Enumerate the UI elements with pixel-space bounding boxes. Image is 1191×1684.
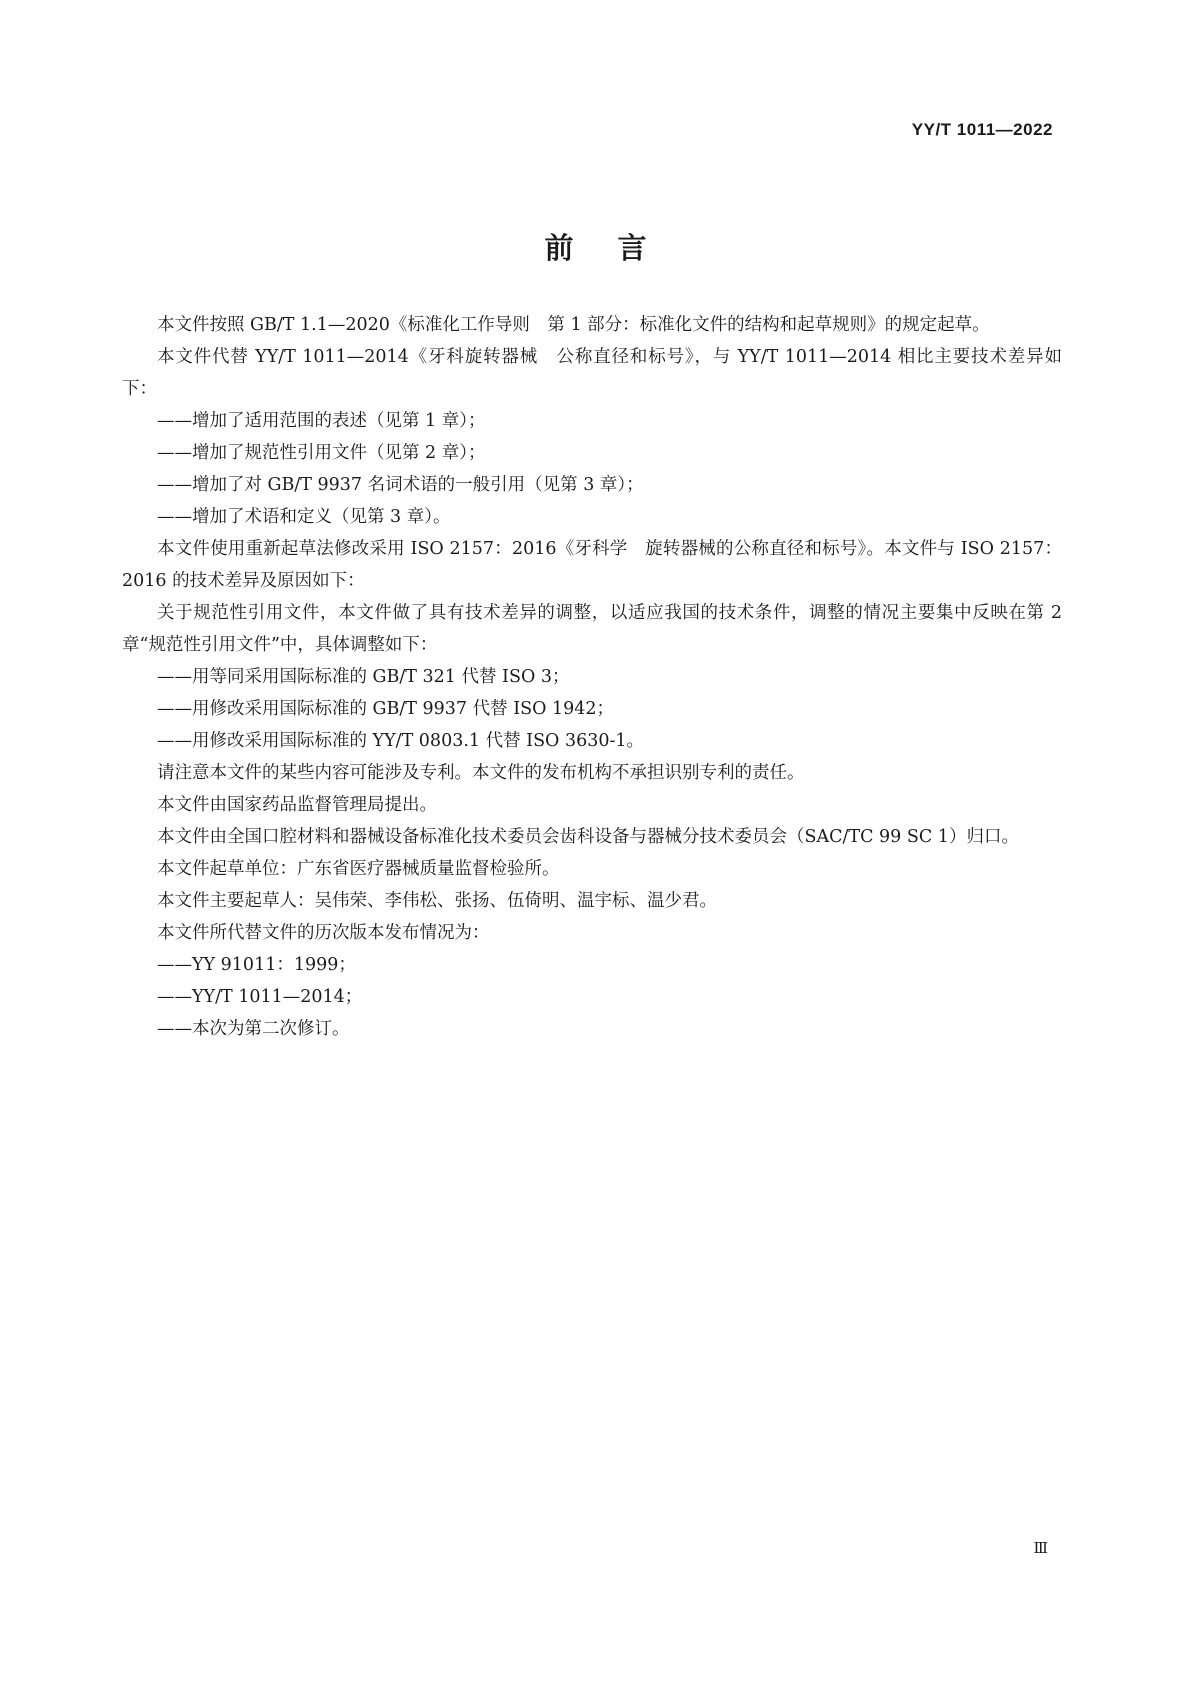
list-item: ——用修改采用国际标准的 YY/T 0803.1 代替 ISO 3630-1。 [157,731,645,751]
foreword-body [122,309,1062,1045]
list-item: ——增加了术语和定义（见第 3 章）。 [157,507,451,527]
list-item: ——YY/T 1011—2014； [157,987,363,1007]
paragraph: 关于规范性引用文件，本文件做了具有技术差异的调整，以适应我国的技术条件，调整的情况主要集中反映在第 2 章“规范性引用文件”中，具体调整如下： [122,603,1062,655]
paragraph: 本文件起草单位：广东省医疗器械质量监督检验所。 [157,859,560,879]
list-item: ——增加了适用范围的表述（见第 1 章）； [157,411,486,431]
paragraph: 本文件使用重新起草法修改采用 ISO 2157：2016《牙科学 旋转器械的公称直径和标号》。本文件与 ISO 2157：2016 的技术差异及原因如下： [122,539,1062,591]
list-item: ——增加了对 GB/T 9937 名词术语的一般引用（见第 3 章）； [157,475,644,495]
list-item: ——本次为第二次修订。 [157,1019,350,1039]
list-item: ——增加了规范性引用文件（见第 2 章）； [157,443,486,463]
paragraph: 请注意本文件的某些内容可能涉及专利。本文件的发布机构不承担识别专利的责任。 [157,763,805,783]
page-title: 前言 [544,231,691,265]
paragraph: 本文件代替 YY/T 1011—2014《牙科旋转器械 公称直径和标号》，与 YY/T 1011—2014 相比主要技术差异如下： [122,347,1062,399]
list-item: ——YY 91011：1999； [157,955,356,975]
paragraph: 本文件由国家药品监督管理局提出。 [157,795,437,815]
paragraph: 本文件所代替文件的历次版本发布情况为： [157,923,490,943]
standard-code: YY/T 1011—2022 [911,120,1053,139]
paragraph: 本文件主要起草人：吴伟荣、李伟松、张扬、伍倚明、温宇标、温少君。 [157,891,717,911]
paragraph: 本文件由全国口腔材料和器械设备标准化技术委员会齿科设备与器械分技术委员会（SAC/TC 99 SC 1）归口。 [157,827,1019,847]
paragraph: 本文件按照 GB/T 1.1—2020《标准化工作导则 第 1 部分：标准化文件的结构和起草规则》的规定起草。 [157,315,990,335]
list-item: ——用修改采用国际标准的 GB/T 9937 代替 ISO 1942； [157,699,615,719]
page-number: Ⅲ [1033,1539,1048,1557]
list-item: ——用等同采用国际标准的 GB/T 321 代替 ISO 3； [157,667,570,687]
